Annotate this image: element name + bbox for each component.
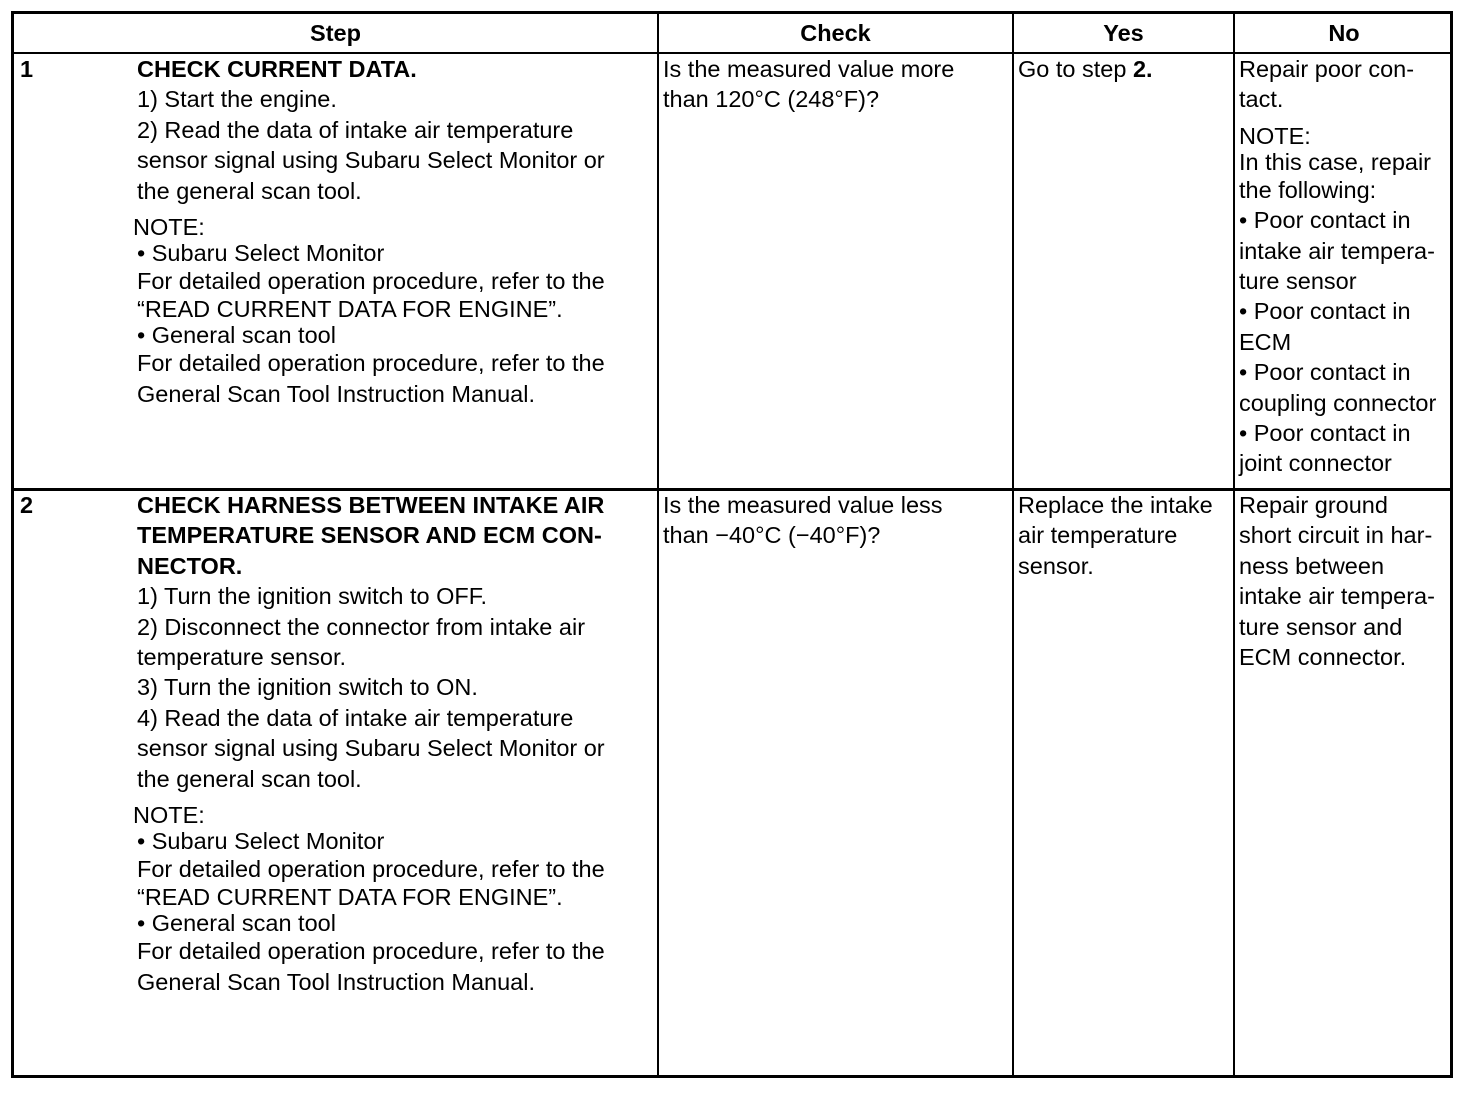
column-divider [657, 14, 659, 1075]
step-line: 2) Read the data of intake air temperature [137, 116, 574, 143]
no-line: Repair ground [1239, 492, 1388, 518]
header-check: Check [800, 20, 871, 46]
no-note-line: ECM [1239, 328, 1292, 355]
no-note-line: joint connector [1239, 450, 1392, 477]
step-line: temperature sensor. [137, 644, 346, 671]
no-note-line: coupling connector [1239, 389, 1437, 416]
step-line: sensor signal using Subaru Select Monitor or [137, 735, 605, 762]
check-line: Is the measured value less [663, 492, 943, 518]
no-note-line: • Poor contact in [1239, 207, 1411, 234]
step-line: the general scan tool. [137, 177, 362, 204]
note-line: • General scan tool [137, 322, 336, 349]
check-line: Is the measured value more [663, 56, 955, 82]
note-line: • Subaru Select Monitor [137, 240, 385, 267]
step-line: 1) Turn the ignition switch to OFF. [137, 583, 488, 610]
no-note-line: intake air tempera- [1239, 237, 1435, 264]
check-question [663, 54, 1008, 115]
no-line: ECM connector. [1239, 644, 1407, 671]
step-line: 1) Start the engine. [137, 86, 337, 113]
no-line: Repair poor con- [1239, 56, 1415, 82]
step-line: 2) Disconnect the connector from intake air [137, 613, 586, 640]
note-label: NOTE: [133, 802, 205, 829]
yes-action [1018, 54, 1230, 84]
yes-action [1018, 490, 1230, 581]
note-line: For detailed operation procedure, refer to the [137, 856, 605, 883]
step-line: 3) Turn the ignition switch to ON. [137, 674, 478, 701]
step-number: 1 [20, 56, 34, 82]
no-action [1239, 490, 1453, 672]
no-line: tact. [1239, 86, 1284, 113]
header-no: No [1328, 20, 1360, 46]
step-title: NECTOR. [137, 552, 243, 579]
no-line: short circuit in har- [1239, 522, 1433, 549]
step-title: TEMPERATURE SENSOR AND ECM CON- [137, 522, 602, 549]
no-note-label: NOTE: [1239, 122, 1311, 149]
note-line: General Scan Tool Instruction Manual. [137, 968, 535, 995]
step-number: 2 [20, 492, 34, 518]
step-title: CHECK CURRENT DATA. [137, 56, 417, 82]
no-note-line: • Poor contact in [1239, 420, 1411, 447]
column-divider [1012, 14, 1014, 1075]
note-line: For detailed operation procedure, refer to the [137, 350, 605, 377]
column-divider [1233, 14, 1235, 1075]
note-line: For detailed operation procedure, refer to the [137, 268, 605, 295]
no-action [1239, 54, 1453, 479]
yes-line: air temperature [1018, 522, 1178, 549]
step-instructions [133, 490, 652, 997]
step-line: sensor signal using Subaru Select Monitor or [137, 147, 605, 174]
step-line: the general scan tool. [137, 765, 362, 792]
no-note-line: • Poor contact in [1239, 359, 1411, 386]
no-note-line: the following: [1239, 176, 1377, 203]
yes-text: Go to step [1018, 56, 1133, 82]
note-line: “READ CURRENT DATA FOR ENGINE”. [137, 296, 563, 323]
step-instructions [133, 54, 652, 409]
no-note-line: In this case, repair [1239, 148, 1432, 175]
header-yes: Yes [1103, 20, 1144, 46]
note-line: • Subaru Select Monitor [137, 828, 385, 855]
no-note-line: ture sensor [1239, 268, 1357, 295]
note-line: General Scan Tool Instruction Manual. [137, 380, 535, 407]
check-question [663, 490, 1008, 551]
no-line: ness between [1239, 552, 1385, 579]
note-line: • General scan tool [137, 910, 336, 937]
header-step: Step [310, 20, 361, 46]
yes-step-ref: 2. [1132, 56, 1153, 82]
check-line: than 120°C (248°F)? [663, 86, 880, 113]
no-line: ture sensor and [1239, 613, 1403, 640]
diagnostic-table [11, 11, 1453, 1078]
step-line: 4) Read the data of intake air temperature [137, 704, 574, 731]
yes-line: Replace the intake [1018, 492, 1213, 518]
note-label: NOTE: [133, 214, 205, 241]
no-line: intake air tempera- [1239, 583, 1435, 610]
yes-line: sensor. [1018, 552, 1094, 579]
no-note-line: • Poor contact in [1239, 298, 1411, 325]
check-line: than −40°C (−40°F)? [663, 522, 881, 549]
note-line: “READ CURRENT DATA FOR ENGINE”. [137, 884, 563, 911]
step-title: CHECK HARNESS BETWEEN INTAKE AIR [137, 492, 605, 518]
note-line: For detailed operation procedure, refer to the [137, 938, 605, 965]
